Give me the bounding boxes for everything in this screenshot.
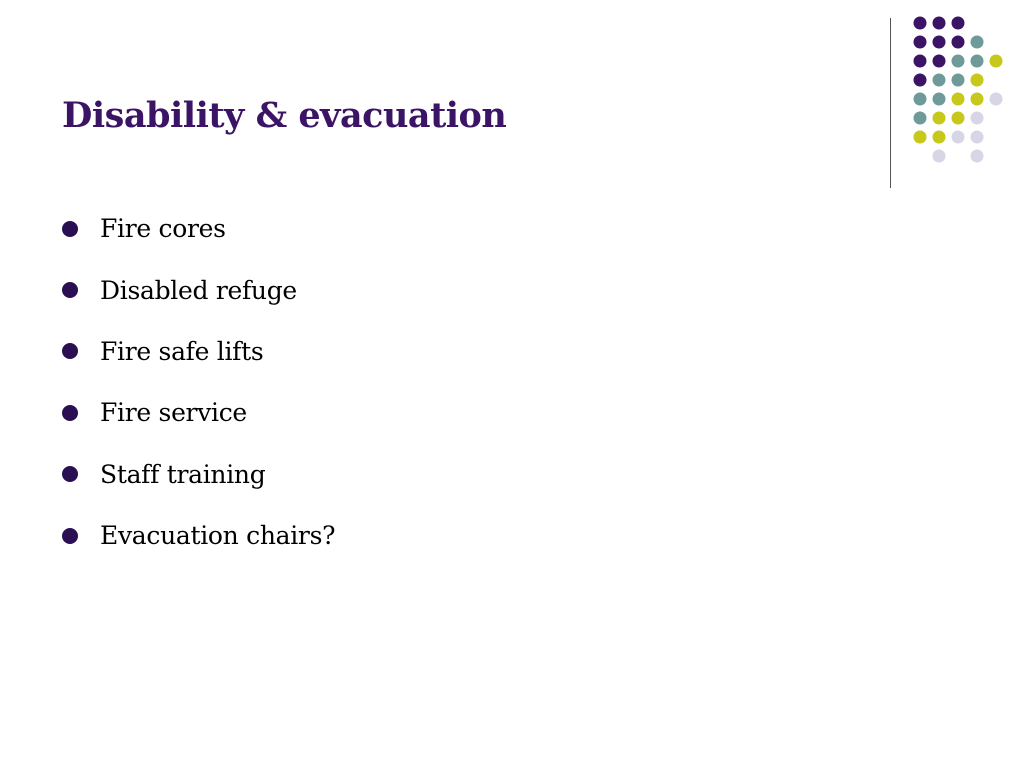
slide-title: Disability & evacuation <box>62 95 507 136</box>
decorative-dot <box>933 112 946 125</box>
decorative-dot <box>914 17 927 30</box>
decorative-dot <box>933 131 946 144</box>
decorative-dot <box>971 150 984 163</box>
bullet-item-fire-service <box>62 382 335 443</box>
bullet-item-staff-training <box>62 444 335 505</box>
bullet-item-disabled-refuge <box>62 259 335 320</box>
decorative-dot <box>990 55 1003 68</box>
decorative-dot <box>952 131 965 144</box>
decorative-dot <box>933 17 946 30</box>
decorative-dot <box>971 131 984 144</box>
bullet-marker <box>62 282 78 298</box>
bullet-item-evacuation-chairs <box>62 505 335 566</box>
bullet-marker <box>62 405 78 421</box>
decorative-dot <box>933 55 946 68</box>
bullet-text: Disabled refuge <box>100 275 297 305</box>
bullet-item-fire-cores <box>62 198 335 259</box>
decorative-dot <box>990 93 1003 106</box>
decorative-dot <box>971 93 984 106</box>
decorative-dot <box>933 93 946 106</box>
bullet-text: Staff training <box>100 459 266 489</box>
bullet-text: Fire service <box>100 398 247 428</box>
decorative-dot <box>952 55 965 68</box>
decorative-dot <box>914 36 927 49</box>
decorative-dot <box>971 36 984 49</box>
decorative-dot <box>933 74 946 87</box>
decorative-dot <box>914 93 927 106</box>
decorative-dot <box>914 131 927 144</box>
bullet-list <box>62 198 335 566</box>
decorative-dot <box>952 112 965 125</box>
decorative-dot <box>971 112 984 125</box>
decorative-dot <box>952 36 965 49</box>
bullet-item-fire-safe-lifts <box>62 321 335 382</box>
decorative-dot <box>933 36 946 49</box>
decorative-dot-grid <box>910 14 1010 164</box>
bullet-marker <box>62 221 78 237</box>
decorative-dot <box>952 74 965 87</box>
bullet-text: Fire cores <box>100 214 226 244</box>
decorative-dot <box>971 74 984 87</box>
decorative-dot <box>914 55 927 68</box>
decorative-dot <box>914 74 927 87</box>
bullet-text: Evacuation chairs? <box>100 521 336 551</box>
vertical-divider <box>890 18 891 188</box>
decorative-dot <box>933 150 946 163</box>
decorative-dot <box>952 17 965 30</box>
decorative-dot <box>952 93 965 106</box>
bullet-text: Fire safe lifts <box>100 336 264 366</box>
decorative-dot <box>914 112 927 125</box>
bullet-marker <box>62 343 78 359</box>
decorative-dot <box>971 55 984 68</box>
bullet-marker <box>62 466 78 482</box>
bullet-marker <box>62 528 78 544</box>
